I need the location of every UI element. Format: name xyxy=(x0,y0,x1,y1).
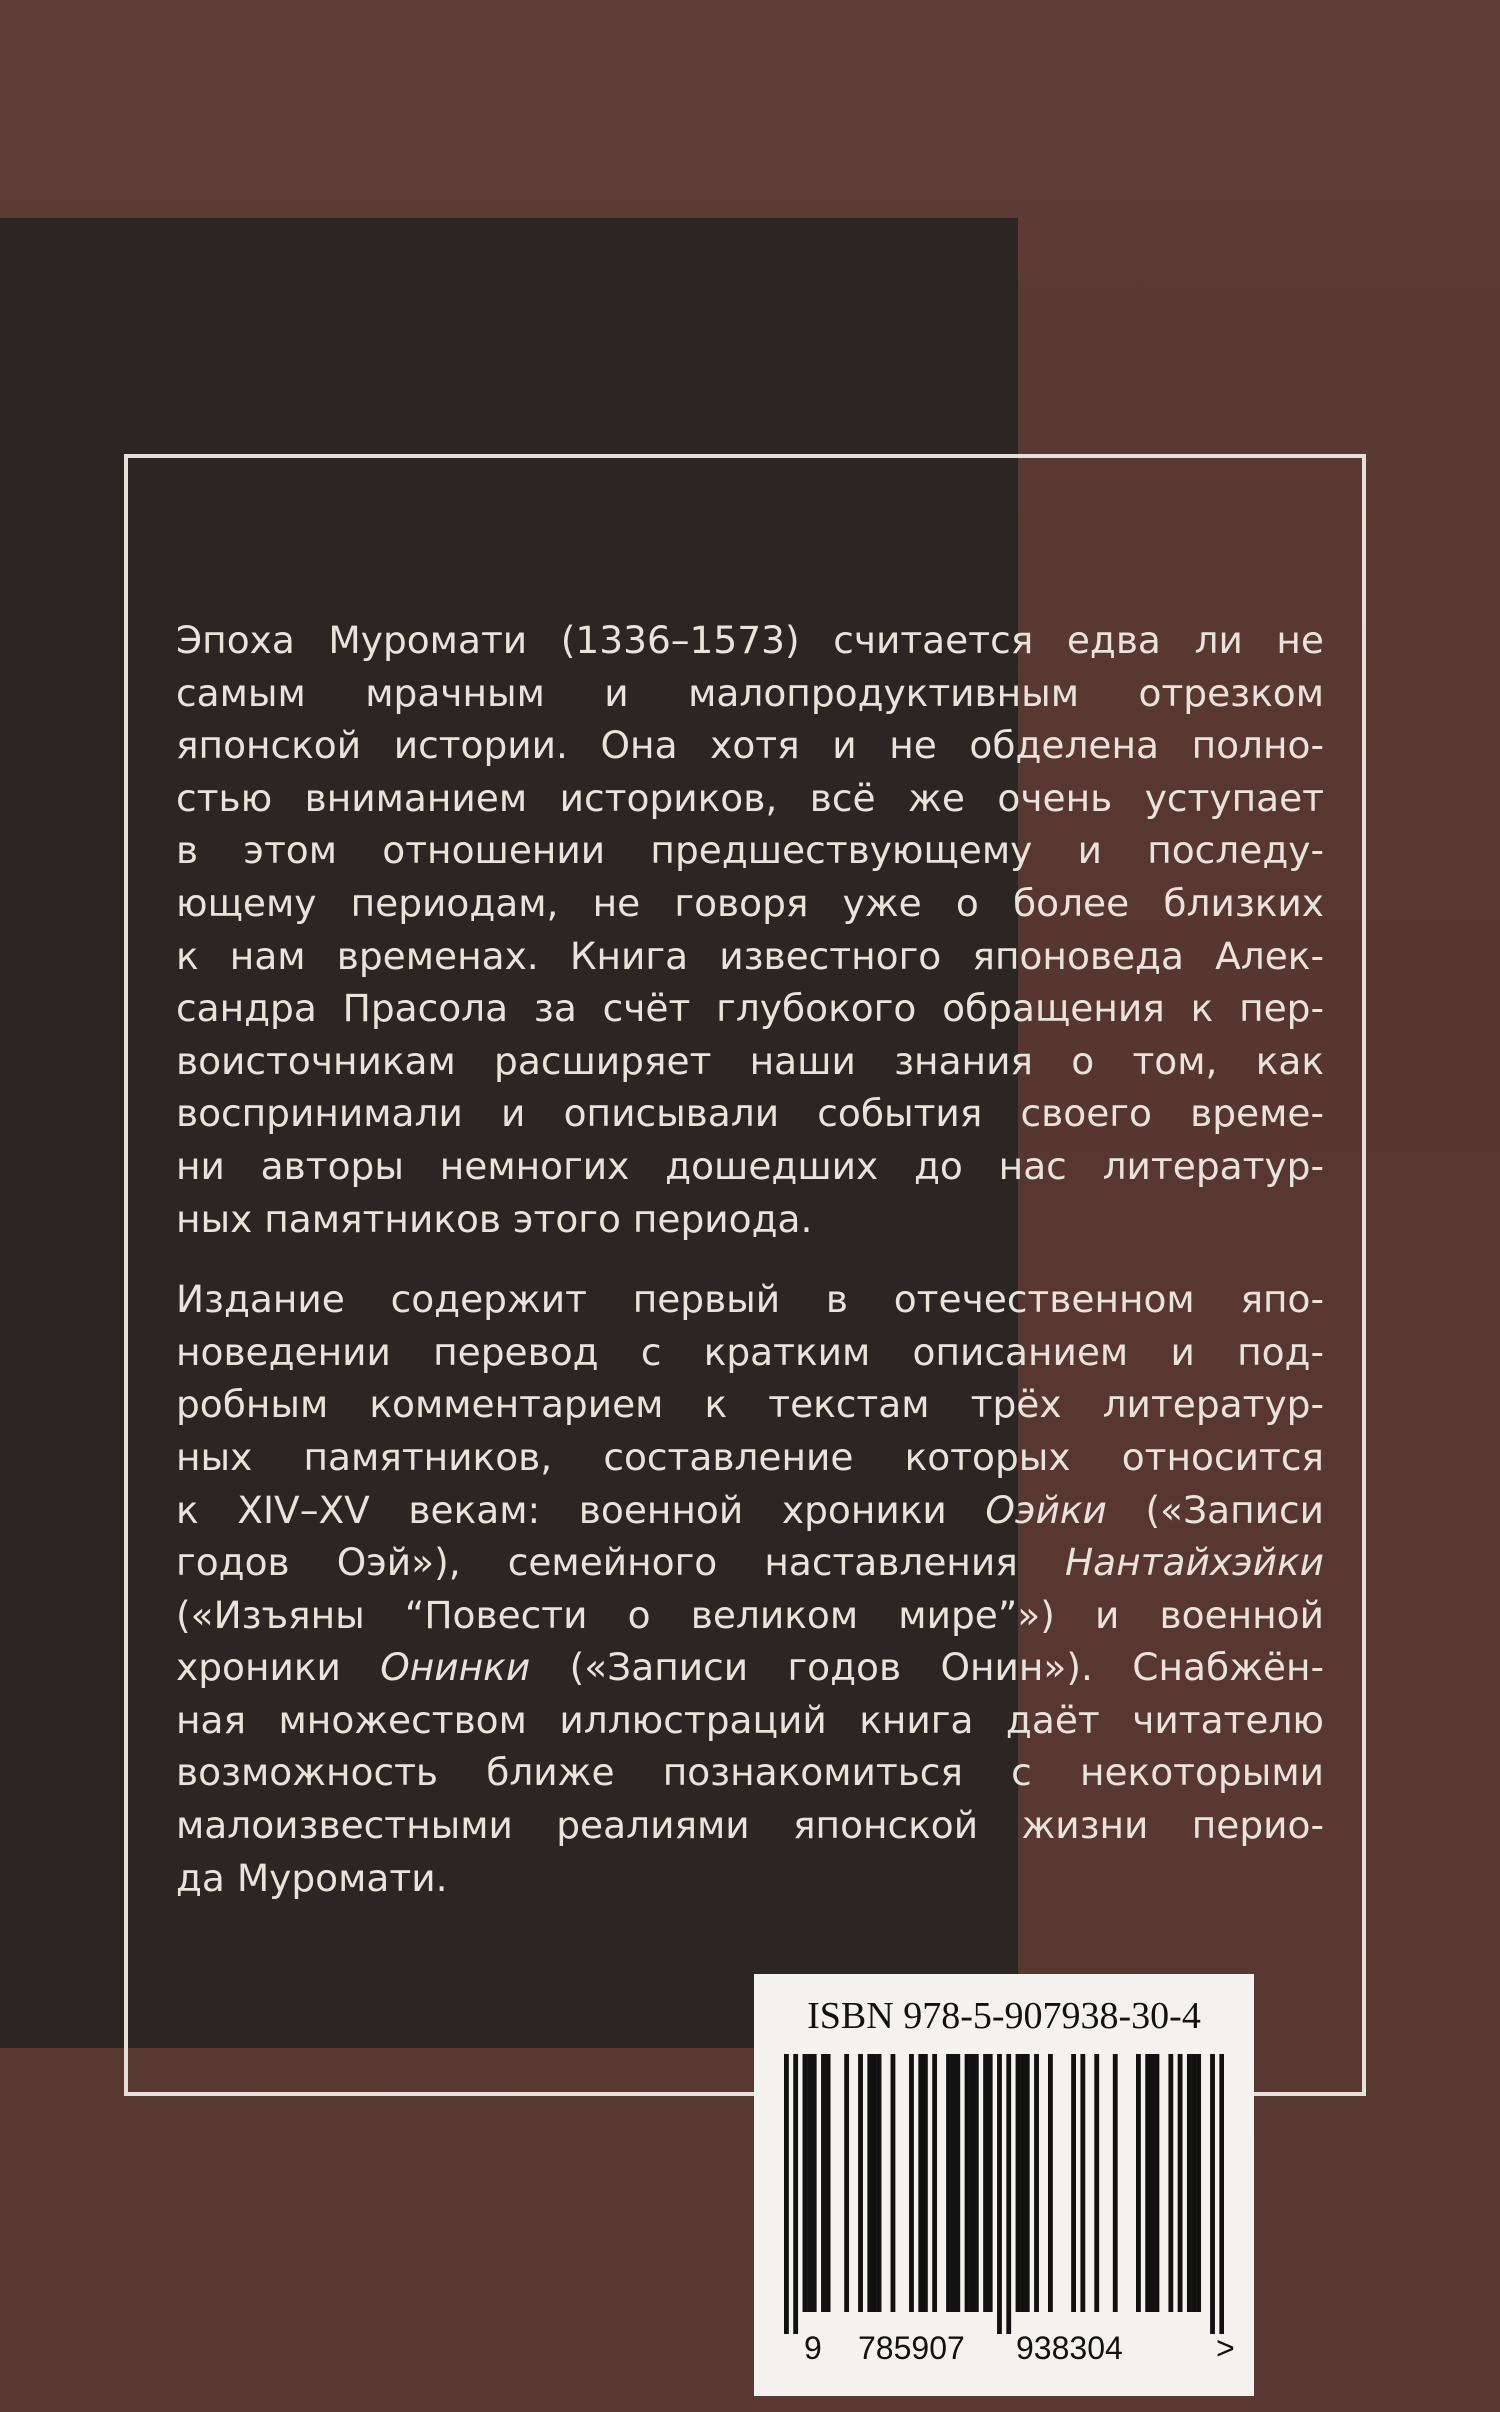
barcode-bar xyxy=(1219,2054,1224,2334)
p2-line-5a: к XIV–XV векам: военной хроники xyxy=(176,1487,986,1532)
barcode-bar xyxy=(1136,2054,1141,2312)
p2-line-2: новедении перевод с кратким описанием и под- xyxy=(176,1329,1324,1374)
p2-line-12: да Муромати. xyxy=(176,1855,448,1900)
barcode-bar xyxy=(867,2054,872,2312)
barcode-bar xyxy=(877,2054,882,2312)
p2-line-6 xyxy=(176,1536,1324,1589)
p2-line-10: возможность ближе познакомиться с некоторыми xyxy=(176,1750,1324,1795)
barcode-bar xyxy=(909,2054,914,2312)
title-oninki: Онинки xyxy=(380,1645,531,1690)
barcode-bar xyxy=(858,2054,863,2312)
p1-line-3: японской истории. Она хотя и не обделена полно- xyxy=(176,723,1324,768)
barcode-bar xyxy=(955,2054,960,2312)
barcode-bar xyxy=(946,2054,951,2312)
barcode-bar xyxy=(891,2054,896,2312)
p1-line-9: воисточникам расширяет наши знания о том, как xyxy=(176,1038,1324,1083)
p2-line-1: Издание содержит первый в отечественном япо- xyxy=(176,1277,1324,1322)
p2-line-4: ных памятников, составление которых относится xyxy=(176,1434,1324,1479)
barcode-bar xyxy=(1016,2054,1021,2312)
barcode-bar xyxy=(988,2054,993,2312)
barcode-bar xyxy=(1210,2054,1215,2334)
barcode-digits-left: 785907 xyxy=(858,2330,965,2366)
barcode-bar xyxy=(807,2054,812,2312)
barcode-bar xyxy=(784,2054,789,2334)
barcode-bar xyxy=(951,2054,956,2312)
barcode-bar xyxy=(793,2054,798,2334)
barcode-bar xyxy=(872,2054,877,2312)
barcode-digits-right: 938304 xyxy=(1016,2330,1123,2366)
barcode-bar xyxy=(997,2054,1002,2334)
barcode-bar xyxy=(1048,2054,1053,2312)
barcode-bar xyxy=(1192,2054,1197,2312)
p1-line-11: ни авторы немногих дошедших до нас литератур- xyxy=(176,1143,1324,1188)
p1-line-6: ющему периодам, не говоря уже о более близких xyxy=(176,880,1324,925)
annotation-text xyxy=(176,614,1324,1904)
barcode-digit-first: 9 xyxy=(804,2330,822,2366)
barcode-bar xyxy=(965,2054,970,2312)
p2-line-5c: («Записи xyxy=(1106,1487,1324,1532)
barcode-bar xyxy=(826,2054,831,2312)
p1-line-12: ных памятников этого периода. xyxy=(176,1196,813,1241)
barcode-bar xyxy=(1196,2054,1201,2312)
barcode-bar xyxy=(932,2054,937,2312)
barcode-bar xyxy=(1113,2054,1118,2312)
p2-line-8c: («Записи годов Онин»). Снабжён- xyxy=(530,1645,1324,1690)
barcode-bar xyxy=(803,2054,808,2312)
p1-line-8: сандра Прасола за счёт глубокого обращения к пер- xyxy=(176,986,1324,1031)
barcode-bar xyxy=(812,2054,817,2312)
isbn-label: ISBN 978-5-907938-30-4 xyxy=(807,1995,1201,2037)
paragraph-2 xyxy=(176,1273,1324,1904)
p1-line-10: воспринимали и описывали события своего време- xyxy=(176,1091,1324,1136)
p2-line-8 xyxy=(176,1641,1324,1694)
barcode-bar xyxy=(844,2054,849,2312)
barcode-bar xyxy=(1168,2054,1173,2312)
barcode-bar xyxy=(1094,2054,1099,2312)
barcode-bar xyxy=(821,2054,826,2312)
barcode-bar xyxy=(1187,2054,1192,2312)
p1-line-7: к нам временах. Книга известного японоведа Алек- xyxy=(176,933,1324,978)
p1-line-4: стью вниманием историков, всё же очень уступает xyxy=(176,775,1324,820)
title-nantaiheiki: Нантайхэйки xyxy=(1064,1540,1324,1585)
barcode-bar xyxy=(1006,2054,1011,2334)
p2-line-7: («Изъяны “Повести о великом мире”») и военной xyxy=(176,1592,1324,1637)
barcode-bar xyxy=(1155,2054,1160,2312)
barcode-bar xyxy=(923,2054,928,2312)
barcode-bar xyxy=(1145,2054,1150,2312)
barcode-bar xyxy=(974,2054,979,2312)
barcode-bars xyxy=(784,2054,1224,2334)
barcode-box xyxy=(754,1974,1254,2396)
p2-line-11: малоизвестными реалиями японской жизни перио- xyxy=(176,1803,1324,1848)
p2-line-5 xyxy=(176,1484,1324,1537)
barcode-bar xyxy=(1020,2054,1025,2312)
p1-line-2: самым мрачным и малопродуктивным отрезком xyxy=(176,670,1324,715)
barcode-bar xyxy=(1034,2054,1039,2312)
barcode-quiet-marker: > xyxy=(1216,2330,1235,2366)
barcode-bar xyxy=(1071,2054,1076,2312)
barcode-bar xyxy=(969,2054,974,2312)
p1-line-5: в этом отношении предшествующему и последу- xyxy=(176,828,1324,873)
barcode-bar xyxy=(1150,2054,1155,2312)
p2-line-8a: хроники xyxy=(176,1645,381,1690)
barcode-bar xyxy=(983,2054,988,2312)
p1-line-1: Эпоха Муромати (1336–1573) считается едва ли не xyxy=(176,618,1324,662)
barcode-bar xyxy=(1080,2054,1085,2312)
paragraph-1 xyxy=(176,614,1324,1245)
p2-line-6a: годов Оэй»), семейного наставления xyxy=(176,1540,1065,1585)
barcode-bar xyxy=(1025,2054,1030,2312)
title-oeiki: Оэйки xyxy=(985,1487,1107,1532)
barcode-bar xyxy=(1178,2054,1183,2312)
barcode-bar xyxy=(918,2054,923,2312)
barcode-digits xyxy=(754,2330,1254,2380)
p2-line-9: ная множеством иллюстраций книга даёт читателю xyxy=(176,1697,1324,1742)
p2-line-3: робным комментарием к текстам трёх литератур- xyxy=(176,1382,1324,1427)
